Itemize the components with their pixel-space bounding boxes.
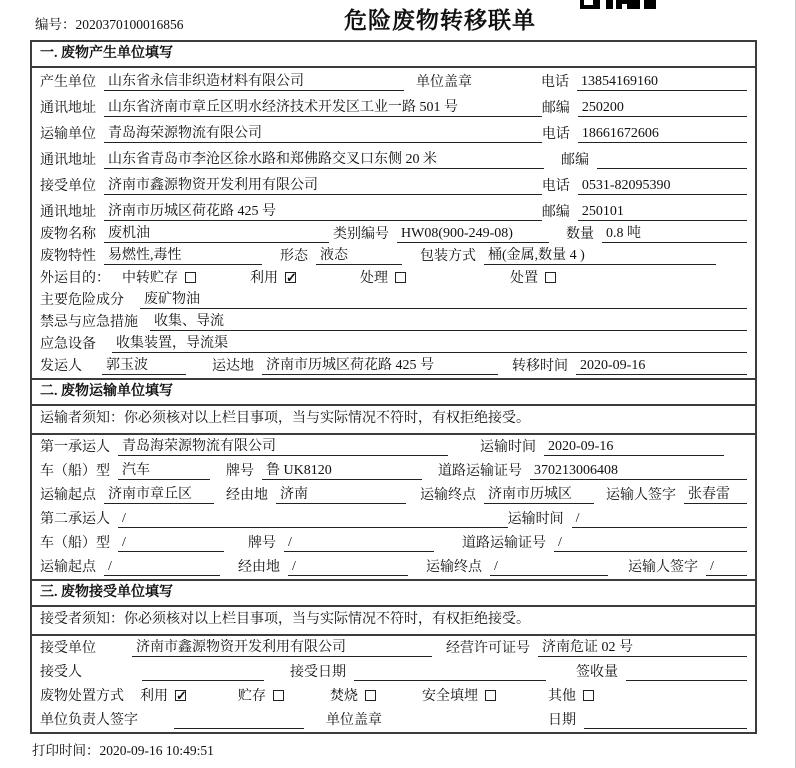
row-vehicle2 (32, 531, 755, 555)
row-receiver-address (32, 198, 755, 224)
row-vehicle1 (32, 459, 755, 483)
destination-value: 济南市历城区荷花路 425 号 (262, 357, 498, 375)
form-value: 液态 (316, 247, 402, 265)
row-equipment (32, 334, 755, 356)
time2-value: / (572, 510, 747, 528)
row-shipper (32, 356, 755, 378)
vehicle2-value: / (118, 534, 224, 552)
print-time (32, 739, 795, 759)
checkbox-icon (583, 690, 594, 701)
terminus1-label: 运输终点 (420, 488, 476, 503)
transporter-label: 运输单位 (40, 127, 96, 142)
row-transporter-address (32, 146, 755, 172)
destination-label: 运达地 (212, 359, 254, 374)
via1-label: 经由地 (226, 488, 268, 503)
via2-value: / (288, 558, 408, 576)
row-manager-signature (32, 708, 755, 732)
received-qty-label: 签收量 (576, 665, 618, 680)
shipper-value: 郭玉波 (102, 357, 186, 375)
quantity-value: 0.8 吨 (602, 225, 747, 243)
time1-label: 运输时间 (480, 440, 536, 455)
category-value: HW08(900-249-08) (397, 225, 549, 243)
license1-value: 370213006408 (530, 462, 747, 480)
accept-unit-label: 接受单位 (40, 641, 96, 656)
address1-label: 通讯地址 (40, 101, 96, 116)
carrier2-label: 第二承运人 (40, 512, 110, 527)
row-producer-address (32, 94, 755, 120)
row-carrier2 (32, 507, 755, 531)
transfer-time-label: 转移时间 (512, 359, 568, 374)
time2-label: 运输时间 (507, 512, 564, 527)
transporter-value: 青岛海荣源物流有限公司 (104, 125, 542, 143)
document-header (0, 0, 795, 40)
purpose-option-dispose (510, 270, 556, 287)
plate2-label: 牌号 (248, 536, 276, 551)
row-hazard (32, 290, 755, 312)
accept-unit-value: 济南市鑫源物资开发利用有限公司 (132, 639, 432, 657)
row-transporter (32, 120, 755, 146)
zip2-value (597, 152, 747, 169)
terminus2-label: 运输终点 (426, 560, 482, 575)
measures-value: 收集、导流 (150, 313, 747, 331)
section1-title: 一. 废物产生单位填写 (32, 42, 755, 68)
origin1-value: 济南市章丘区 (104, 486, 214, 504)
plate1-value: 鲁 UK8120 (262, 462, 422, 480)
vehicle1-value: 汽车 (118, 462, 210, 480)
row-waste-name (32, 224, 755, 246)
origin2-label: 运输起点 (40, 560, 96, 575)
disposal-option-store (238, 688, 284, 705)
phone1-label: 电话 (541, 75, 569, 90)
received-qty-value (626, 664, 747, 681)
origin2-value: / (104, 558, 220, 576)
checkbox-icon (485, 690, 496, 701)
vehicle2-label: 车（船）型 (40, 536, 110, 551)
purpose-option-treat (360, 270, 406, 287)
doc-number-label: 编号： (35, 17, 76, 32)
accept-date-value (354, 664, 546, 681)
row-waste-traits (32, 246, 755, 268)
option-label: 焚烧 (330, 689, 358, 704)
zip1-label: 邮编 (541, 101, 570, 116)
disposal-option-landfill (422, 688, 496, 705)
via2-label: 经由地 (238, 560, 280, 575)
row-disposal (32, 684, 755, 708)
zip3-label: 邮编 (541, 205, 570, 220)
zip3-value: 250101 (578, 203, 747, 221)
option-label: 处理 (360, 271, 388, 286)
row-route2 (32, 555, 755, 579)
row-purpose (32, 268, 755, 290)
section2-notice: 运输者须知：你必须核对以上栏目事项，当与实际情况不符时，有权拒绝接受。 (32, 406, 755, 435)
license2-value: / (554, 534, 747, 552)
signature2-label: 运输人签字 (628, 560, 698, 575)
category-label: 类别编号 (333, 227, 389, 242)
permit-value: 济南危证 02 号 (538, 639, 747, 657)
address3-label: 通讯地址 (40, 205, 96, 220)
section3-title: 三. 废物接受单位填写 (32, 579, 755, 607)
address3-value: 济南市历城区荷花路 425 号 (104, 203, 542, 221)
accept-date-label: 接受日期 (290, 665, 346, 680)
row-measures (32, 312, 755, 334)
unit-seal-label: 单位盖章 (326, 713, 382, 728)
carrier1-value: 青岛海荣源物流有限公司 (118, 438, 448, 456)
address2-label: 通讯地址 (40, 153, 96, 168)
checkbox-icon (273, 690, 284, 701)
producer-label: 产生单位 (40, 75, 96, 90)
print-time-value: 2020-09-16 10:49:51 (99, 743, 214, 758)
license2-label: 道路运输证号 (462, 536, 546, 551)
address1-value: 山东省济南市章丘区明水经济技术开发区工业一路 501 号 (104, 99, 542, 117)
row-receiver (32, 172, 755, 198)
vehicle1-label: 车（船）型 (40, 464, 110, 479)
date-value (584, 712, 747, 729)
manager-signature-label: 单位负责人签字 (40, 713, 138, 728)
purpose-option-utilize (250, 270, 296, 287)
qr-code-fragment (580, 0, 658, 10)
page-title: 危险废物转移联单 (344, 8, 536, 33)
terminus2-value: / (490, 558, 608, 576)
receiver-value: 济南市鑫源物资开发利用有限公司 (104, 177, 542, 195)
hazard-value: 废矿物油 (140, 291, 747, 309)
acceptor-label: 接受人 (40, 665, 82, 680)
doc-number-value: 2020370100016856 (75, 17, 184, 32)
transfer-time-value: 2020-09-16 (576, 357, 747, 375)
phone1-value: 13854169160 (577, 73, 747, 91)
zip1-value: 250200 (578, 99, 747, 117)
origin1-label: 运输起点 (40, 488, 96, 503)
license1-label: 道路运输证号 (438, 464, 522, 479)
purpose-label: 外运目的： (40, 271, 110, 286)
option-label: 利用 (140, 689, 168, 704)
shipper-label: 发运人 (40, 359, 82, 374)
option-label: 利用 (250, 271, 278, 286)
acceptor-value (142, 664, 264, 681)
permit-label: 经营许可证号 (446, 641, 530, 656)
signature1-label: 运输人签字 (606, 488, 676, 503)
disposal-label: 废物处置方式 (40, 689, 124, 704)
traits-label: 废物特性 (40, 249, 96, 264)
option-label: 其他 (548, 689, 576, 704)
carrier2-value: / (118, 510, 508, 528)
disposal-option-other (548, 688, 594, 705)
plate1-label: 牌号 (226, 464, 254, 479)
section2-title: 二. 废物运输单位填写 (32, 378, 755, 406)
manifest-form (30, 40, 757, 734)
terminus1-value: 济南市历城区 (484, 486, 594, 504)
disposal-option-incinerate (330, 688, 376, 705)
print-time-label: 打印时间： (32, 743, 100, 758)
signature1-value: 张春雷 (684, 486, 747, 504)
address2-value: 山东省青岛市李沧区徐水路和郑佛路交叉口东侧 20 米 (104, 151, 544, 169)
signature2-value: / (706, 558, 747, 576)
phone2-value: 18661672606 (578, 125, 747, 143)
phone2-label: 电话 (541, 127, 570, 142)
traits-value: 易燃性,毒性 (104, 247, 262, 265)
checkbox-icon (185, 272, 196, 283)
producer-value: 山东省永信非织造材料有限公司 (104, 73, 404, 91)
checkbox-icon (395, 272, 406, 283)
row-acceptor (32, 660, 755, 684)
receiver-label: 接受单位 (40, 179, 96, 194)
checkbox-icon (365, 690, 376, 701)
option-label: 中转贮存 (122, 271, 178, 286)
equipment-value: 收集装置，导流渠 (112, 335, 747, 353)
equipment-label: 应急设备 (40, 337, 96, 352)
row-route1 (32, 483, 755, 507)
checkbox-icon (175, 690, 186, 701)
row-accept-unit (32, 636, 755, 660)
hazard-label: 主要危险成分 (40, 293, 124, 308)
checkbox-icon (285, 272, 296, 283)
waste-name-value: 废机油 (104, 225, 329, 243)
row-carrier1 (32, 435, 755, 459)
form-label: 形态 (280, 249, 308, 264)
zip2-label: 邮编 (561, 153, 589, 168)
packaging-value: 桶(金属,数量 4 ) (484, 247, 716, 265)
seal-label: 单位盖章 (416, 75, 472, 90)
plate2-value: / (284, 534, 434, 552)
option-label: 处置 (510, 271, 538, 286)
time1-value: 2020-09-16 (544, 438, 724, 456)
packaging-label: 包装方式 (420, 249, 476, 264)
doc-number (35, 13, 184, 33)
measures-label: 禁忌与应急措施 (40, 315, 138, 330)
date-label: 日期 (548, 713, 576, 728)
phone3-value: 0531-82095390 (578, 177, 747, 195)
option-label: 安全填埋 (422, 689, 478, 704)
phone3-label: 电话 (541, 179, 570, 194)
purpose-option-transfer-storage (122, 270, 196, 287)
quantity-label: 数量 (566, 227, 594, 242)
via1-value: 济南 (276, 486, 406, 504)
waste-name-label: 废物名称 (40, 227, 96, 242)
option-label: 贮存 (238, 689, 266, 704)
section3-notice: 接受者须知：你必须核对以上栏目事项，当与实际情况不符时，有权拒绝接受。 (32, 607, 755, 636)
row-producer (32, 68, 755, 94)
carrier1-label: 第一承运人 (40, 440, 110, 455)
checkbox-icon (545, 272, 556, 283)
manager-signature-value (174, 712, 304, 729)
disposal-option-utilize (140, 688, 186, 705)
